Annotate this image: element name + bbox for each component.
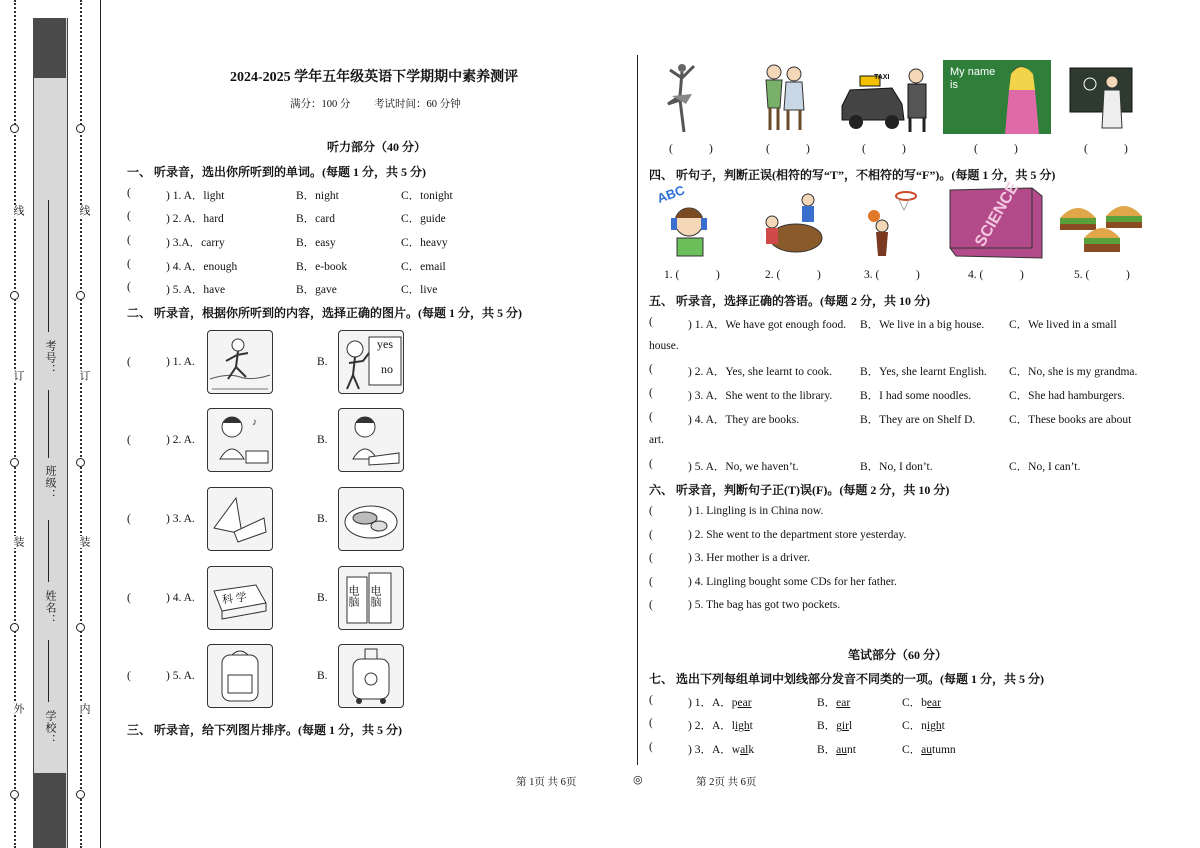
s1-q2-c: C．guide xyxy=(401,213,446,225)
woman-reading-picture xyxy=(207,408,273,472)
s2-q4-a-label: ) 4. A. xyxy=(166,592,195,604)
sandwich-picture xyxy=(207,487,273,551)
listening-title: 听力部分（40 分） xyxy=(327,140,427,154)
s5-q2-b: B．Yes, she learnt English. xyxy=(860,366,987,378)
s2-q1-a-label: ) 1. A. xyxy=(166,356,195,368)
name-label: 姓名： xyxy=(44,590,56,626)
science-book-cover-title: SCIENCE xyxy=(971,179,1023,250)
outer-label-bind: 装 xyxy=(12,536,24,548)
binding-dark-block-bottom xyxy=(33,773,66,848)
exam-number-field[interactable] xyxy=(48,200,49,332)
s5-q1-b: B．We live in a big house. xyxy=(860,319,985,331)
s7-q2-c: C．night xyxy=(902,720,945,732)
answer-blank[interactable]: ( xyxy=(649,387,653,399)
answer-blank[interactable]: ( xyxy=(127,356,131,368)
s1-q4-b: B．e-book xyxy=(296,261,348,273)
page-1-footer: 第 1页 共 6页 xyxy=(516,777,577,788)
s5-q1-a: ) 1. A．We have got enough food. xyxy=(688,319,847,331)
computer-book-title-2: 电脑 xyxy=(369,585,381,607)
tf-blank-close: ) xyxy=(1126,269,1130,281)
inner-label-inside: 内 xyxy=(78,703,90,715)
sort-blank-open[interactable]: ( xyxy=(862,143,866,155)
s7-q3-c: C．autumn xyxy=(902,744,956,756)
s2-q3-a-label: ) 3. A. xyxy=(166,513,195,525)
answer-blank[interactable]: ( xyxy=(127,210,131,222)
answer-blank[interactable]: ( xyxy=(127,434,131,446)
s2-q5-b-label: B. xyxy=(317,670,328,682)
name-field[interactable] xyxy=(48,520,49,582)
answer-blank[interactable]: ( xyxy=(649,717,653,729)
outer-label-outside: 外 xyxy=(12,703,24,715)
class-label: 班级： xyxy=(44,465,56,501)
s1-q5-b: B．gave xyxy=(296,284,337,296)
abc-letters: ABC xyxy=(655,182,687,206)
answer-blank[interactable]: ( xyxy=(649,411,653,423)
inner-label-order: 订 xyxy=(78,370,90,382)
tf-blank-close: ) xyxy=(716,269,720,281)
board-word-no: no xyxy=(381,362,393,376)
section-4-title: 四、 听句子，判断正误(相符的写“T”，不相符的写“F”)。(每题 1 分，共 5 分) xyxy=(649,168,1056,182)
s5-q1-c: C．We lived in a small xyxy=(1009,319,1117,331)
sort-blank-close: ) xyxy=(1014,143,1018,155)
s6-q5: ) 5. The bag has got two pockets. xyxy=(688,599,841,611)
board-word-yes: yes xyxy=(377,337,393,351)
binding-hole xyxy=(10,124,19,133)
s1-q2-a: ) 2. A．hard xyxy=(166,213,224,225)
s5-q2-a: ) 2. A．Yes, she learnt to cook. xyxy=(688,366,833,378)
binding-hole xyxy=(76,124,85,133)
s6-q3: ) 3. Her mother is a driver. xyxy=(688,552,810,564)
binding-hole xyxy=(76,623,85,632)
inner-label-line: 线 xyxy=(78,205,90,217)
sort-blank-open[interactable]: ( xyxy=(1084,143,1088,155)
answer-blank[interactable]: ( xyxy=(127,281,131,293)
taxi-driver-picture xyxy=(840,62,932,134)
answer-blank[interactable]: ( xyxy=(127,592,131,604)
taxi-sign: TAXI xyxy=(874,74,890,81)
s1-q2-b: B．card xyxy=(296,213,335,225)
answer-blank[interactable]: ( xyxy=(127,234,131,246)
backpack-picture xyxy=(207,644,273,708)
s1-q4-c: C．email xyxy=(401,261,446,273)
s1-q3-b: B．easy xyxy=(296,237,336,249)
woman-writing-picture xyxy=(338,408,404,472)
s7-q1-a: ) 1．A．pear xyxy=(688,697,752,709)
scientist-picture xyxy=(1066,62,1136,132)
answer-blank[interactable]: ( xyxy=(127,513,131,525)
section-5-title: 五、 听录音，选择正确的答语。(每题 2 分，共 10 分) xyxy=(649,294,930,308)
s5-q5-b: B．No, I don’t. xyxy=(860,461,933,473)
science-book-title: 科 学 xyxy=(221,591,248,607)
answer-blank[interactable]: ( xyxy=(649,529,653,541)
s2-q2-a-label: ) 2. A. xyxy=(166,434,195,446)
tf-blank-label[interactable]: 5. ( xyxy=(1074,269,1090,281)
s7-q2-a: ) 2．A．light xyxy=(688,720,753,732)
answer-blank[interactable]: ( xyxy=(649,316,653,328)
s5-q4-a: ) 4. A．They are books. xyxy=(688,414,800,426)
s2-q5-a-label: ) 5. A. xyxy=(166,670,195,682)
answer-blank[interactable]: ( xyxy=(649,599,653,611)
exam-title: 2024-2025 学年五年级英语下学期期中素养测评 xyxy=(230,70,519,85)
s6-q4: ) 4. Lingling bought some CDs for her father. xyxy=(688,576,897,588)
s5-q4-c-continued: art. xyxy=(649,434,665,446)
tf-blank-label[interactable]: 2. ( xyxy=(765,269,781,281)
exam-number-label: 考号： xyxy=(44,340,56,376)
s1-q1-b: B．night xyxy=(296,190,339,202)
school-label: 学校： xyxy=(44,710,56,746)
hamburgers-picture xyxy=(1056,196,1150,260)
answer-blank[interactable]: ( xyxy=(127,670,131,682)
binding-dark-block-top xyxy=(33,18,66,78)
s5-q5-a: ) 5. A．No, we haven’t. xyxy=(688,461,799,473)
exam-time: 考试时间：60 分钟 xyxy=(374,99,461,110)
svg-text:♪: ♪ xyxy=(252,417,257,428)
full-score: 满分：100 分 xyxy=(290,99,351,110)
outer-label-order: 订 xyxy=(12,370,24,382)
s1-q5-a: ) 5. A．have xyxy=(166,284,226,296)
section-1-title: 一、 听录音，选出你所听到的单词。(每题 1 分，共 5 分) xyxy=(127,165,426,179)
s1-q1-a: ) 1. A．light xyxy=(166,190,225,202)
computer-book-title-1: 电脑 xyxy=(347,585,359,607)
answer-blank[interactable]: ( xyxy=(649,458,653,470)
ballet-dancer-picture xyxy=(660,60,704,136)
binding-hole xyxy=(10,623,19,632)
s2-q1-b-label: B. xyxy=(317,356,328,368)
binding-hole xyxy=(76,458,85,467)
tf-blank-label[interactable]: 1. ( xyxy=(664,269,680,281)
sort-blank-open[interactable]: ( xyxy=(974,143,978,155)
s7-q3-b: B．aunt xyxy=(817,744,856,756)
answer-blank[interactable]: ( xyxy=(649,694,653,706)
tf-blank-close: ) xyxy=(916,269,920,281)
binding-hole xyxy=(10,458,19,467)
boy-basketball-picture xyxy=(860,186,922,260)
s7-q1-c: C．bear xyxy=(902,697,941,709)
wheeled-bag-picture xyxy=(338,644,404,708)
sort-blank-open[interactable]: ( xyxy=(669,143,673,155)
s7-q1-b: B．ear xyxy=(817,697,851,709)
center-mark: ◎ xyxy=(633,774,643,786)
s5-q1-c-continued: house. xyxy=(649,340,679,352)
section-3-title: 三、 听录音，给下列图片排序。(每题 1 分，共 5 分) xyxy=(127,723,402,737)
s5-q2-c: C．No, she is my grandma. xyxy=(1009,366,1138,378)
section-6-title: 六、 听录音，判断句子正(T)误(F)。(每题 2 分，共 10 分) xyxy=(649,483,950,497)
girl-at-board-picture xyxy=(338,330,404,394)
s2-q2-b-label: B. xyxy=(317,434,328,446)
s2-q3-b-label: B. xyxy=(317,513,328,525)
sort-blank-close: ) xyxy=(709,143,713,155)
inner-label-bind: 装 xyxy=(78,536,90,548)
s7-q3-a: ) 3．A．walk xyxy=(688,744,755,756)
tf-blank-label[interactable]: 3. ( xyxy=(864,269,880,281)
s1-q3-c: C．heavy xyxy=(401,237,448,249)
binding-hole xyxy=(10,291,19,300)
page-divider xyxy=(637,55,638,765)
sort-blank-close: ) xyxy=(902,143,906,155)
s1-q4-a: ) 4. A．enough xyxy=(166,261,238,273)
school-field[interactable] xyxy=(48,640,49,702)
sort-blank-open[interactable]: ( xyxy=(766,143,770,155)
board-text: My name is xyxy=(950,66,996,91)
s5-q3-c: C．She had hamburgers. xyxy=(1009,390,1125,402)
sort-blank-close: ) xyxy=(806,143,810,155)
s6-q1: ) 1. Lingling is in China now. xyxy=(688,505,824,517)
girl-running-picture xyxy=(207,330,273,394)
answer-blank[interactable]: ( xyxy=(649,741,653,753)
outer-label-line: 线 xyxy=(12,205,24,217)
grandparents-picture xyxy=(758,60,810,134)
binding-hole xyxy=(10,790,19,799)
s1-q3-a: ) 3.A．carry xyxy=(166,237,225,249)
section-7-title: 七、 选出下列每组单词中划线部分发音不同类的一项。(每题 1 分，共 5 分) xyxy=(649,672,1044,686)
s2-q4-b-label: B. xyxy=(317,592,328,604)
binding-hole xyxy=(76,790,85,799)
answer-blank[interactable]: ( xyxy=(127,187,131,199)
s7-q2-b: B．girl xyxy=(817,720,853,732)
children-cooking-picture xyxy=(756,188,828,260)
page-2-footer: 第 2页 共 6页 xyxy=(696,777,757,788)
s5-q4-c: C．These books are about xyxy=(1009,414,1132,426)
section-2-title: 二、 听录音，根据你所听到的内容，选择正确的图片。(每题 1 分，共 5 分) xyxy=(127,306,522,320)
tf-blank-close: ) xyxy=(817,269,821,281)
class-field[interactable] xyxy=(48,390,49,458)
tf-blank-label[interactable]: 4. ( xyxy=(968,269,984,281)
s5-q3-b: B．I had some noodles. xyxy=(860,390,972,402)
sort-blank-close: ) xyxy=(1124,143,1128,155)
answer-blank[interactable]: ( xyxy=(649,363,653,375)
answer-blank[interactable]: ( xyxy=(649,576,653,588)
answer-blank[interactable]: ( xyxy=(649,552,653,564)
tf-blank-close: ) xyxy=(1020,269,1024,281)
s1-q1-c: C．tonight xyxy=(401,190,453,202)
s6-q2: ) 2. She went to the department store yesterday. xyxy=(688,529,907,541)
s1-q5-c: C．live xyxy=(401,284,438,296)
answer-blank[interactable]: ( xyxy=(127,258,131,270)
s5-q4-b: B．They are on Shelf D. xyxy=(860,414,976,426)
answer-blank[interactable]: ( xyxy=(649,505,653,517)
writing-title: 笔试部分（60 分） xyxy=(848,648,948,662)
s5-q5-c: C．No, I can’t. xyxy=(1009,461,1081,473)
s5-q3-a: ) 3. A．She went to the library. xyxy=(688,390,833,402)
meal-plate-picture xyxy=(338,487,404,551)
binding-hole xyxy=(76,291,85,300)
